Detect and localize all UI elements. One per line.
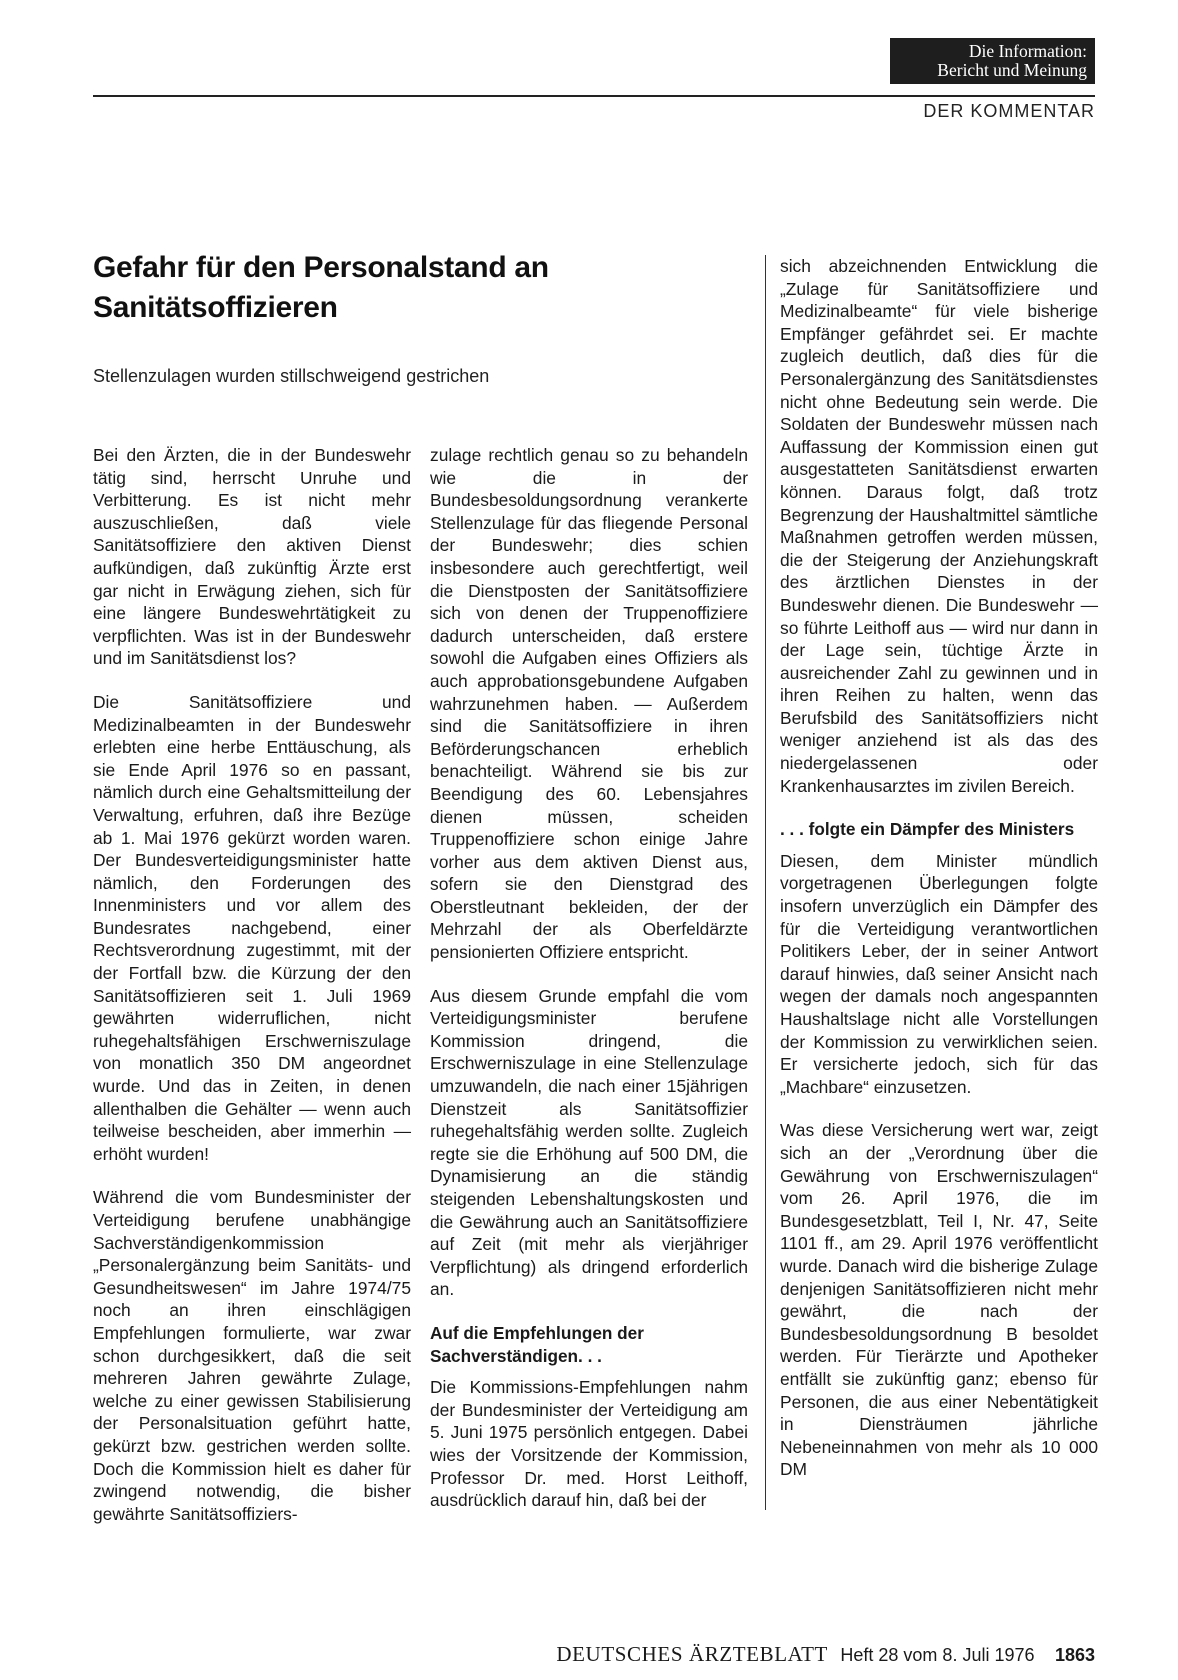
rubric-line-1: Die Information: [968,41,1087,61]
journal-name: DEUTSCHES ÄRZTEBLATT [556,1642,828,1666]
paragraph: Diesen, dem Minister mündlich vorgetragenen Überlegungen folgte insofern unverzüglich ein Dämpfer des für die Verteidigung verantwortlichen Politikers Leber, der in seiner Antwort darauf hinwies, daß seiner Ansicht nach wegen der damals noch angespannten Haushaltslage nicht alle Vorstellungen der Kommission zu verwirklichen seien. Er versicherte jedoch, sich für das „Machbare“ einzusetzen. [780,850,1098,1097]
paragraph: Was diese Versicherung wert war, zeigt sich an der „Verordnung über die Gewährung von Erschwerniszulagen“ vom 26. April 1976, die im Bundesgesetzblatt, Teil I, Nr. 47, Seite 1101 ff., am 29. April 1976 veröffentlicht wurde. Danach wird die bisherige Zulage denjenigen Sanitätsoffizieren nicht mehr gewährt, die nach der Bundesbesoldungsordnung B besoldet werden. Für Tierärzte und Apotheker entfällt sie zukünftig ganz; ebenso für Personen, die aus einer Nebentätigkeit in Diensträumen jährliche Nebeneinnahmen von mehr als 10 000 DM [780,1120,1098,1480]
article-title: Gefahr für den Personalstand an Sanitätsoffizieren [93,251,549,324]
paragraph: Bei den Ärzten, die in der Bundeswehr tätig sind, herrscht Unruhe und Verbitterung. Es ist nicht mehr auszuschließen, daß viele Sanitätsoffiziere den aktiven Dienst aufkündigen, daß zukünftig Ärzte erst gar nicht in Erwägung ziehen, sich für eine längere Bundeswehrtätigkeit zu verpflichten. Was ist in der Bundeswehr und im Sanitätsdienst los? [93,445,411,669]
column-1 [93,444,411,1546]
paragraph: Aus diesem Grunde empfahl die vom Verteidigungsminister berufene Kommission dringend, die Erschwerniszulage in eine Stellenzulage umzuwandeln, die nach einer 15jährigen Dienstzeit als Sanitätsoffizier ruhegehaltsfähig werden sollte. Zugleich regte sie die Erhöhung auf 500 DM, die Dynamisierung an die ständig steigenden Lebenshaltungskosten und die Gewährung auch an Sanitätsoffiziere auf Zeit (mit mehr als vierjähriger Verpflichtung) als dringend erforderlich an. [430,985,748,1300]
paragraph: Die Kommissions-Empfehlungen nahm der Bundesminister der Verteidigung am 5. Juni 1975 persönlich entgegen. Dabei wies der Vorsitzende der Kommission, Professor Dr. med. Horst Leithoff, ausdrücklich darauf hin, daß bei der [430,1377,748,1511]
section-heading: Auf die Empfehlungen der Sachverständigen. . . [430,1322,644,1366]
column-divider [765,255,766,1510]
column-3 [780,255,1098,1502]
page-footer [556,1642,1095,1667]
issue-info: Heft 28 vom 8. Juli 1976 [840,1645,1035,1665]
paragraph: zulage rechtlich genau so zu behandeln wie die in der Bundesbesoldungsordnung verankerte Stellenzulage für das fliegende Personal der Bundeswehr; dies schien insbesondere auch gerechtfertigt, weil die Dienstposten der Sanitätsoffiziere sich von denen der Truppenoffiziere dadurch unterscheiden, daß erstere sowohl die Aufgaben eines Offiziers als auch approbationsgebundene Aufgaben wahrzunehmen haben. — Außerdem sind die Sanitätsoffiziere in ihren Beförderungschancen erheblich benachteiligt. Während sie bis zur Beendigung des 60. Lebensjahres dienen müssen, scheiden Truppenoffiziere schon einige Jahre vorher aus dem aktiven Dienst aus, sofern sie den Dienstgrad des Oberstleutnant bekleiden, der der Mehrzahl der als Oberfeldärzte pensionierten Offiziere entspricht. [430,445,748,963]
section-label: DER KOMMENTAR [923,101,1095,121]
rubric-line-2: Bericht und Meinung [937,60,1087,80]
paragraph: Die Sanitätsoffiziere und Medizinalbeamten in der Bundeswehr erlebten eine herbe Enttäuschung, als sie Ende April 1976 so en passant, nämlich durch eine Gehaltsmitteilung der Verwaltung, erfuhren, daß ihre Bezüge ab 1. Mai 1976 gekürzt worden waren. Der Bundesverteidigungsminister hatte nämlich, den Forderungen des Innenministers und vor allem des Bundesrates nachgebend, einer Rechtsverordnung zugestimmt, mit der der Fortfall bzw. die Kürzung der den Sanitätsoffizieren seit 1. Juli 1969 gewährten widerruflichen, nicht ruhegehaltsfähigen Erschwerniszulage von monatlich 350 DM angeordnet wurde. Und das in Zeiten, in denen allenthalben die Gehälter — wenn auch teilweise bescheiden, aber immerhin — erhöht wurden! [93,691,411,1164]
paragraph: Während die vom Bundesminister der Verteidigung berufene unabhängige Sachverständigenkommission „Personalergänzung beim Sanitäts- und Gesundheitswesen“ im Jahre 1974/75 noch an ihren einschlägigen Empfehlungen formulierte, war zwar schon durchgesikkert, daß die seit mehreren Jahren gewährte Zulage, welche zu einer gewissen Stabilisierung der Personalsituation geführt hatte, gekürzt bzw. gestrichen werden sollte. Doch die Kommission hielt es daher für zwingend notwendig, die bisher gewährte Sanitätsoffiziers- [93,1187,411,1524]
page-number: 1863 [1054,1645,1095,1665]
article-subtitle: Stellenzulagen wurden stillschweigend gestrichen [93,366,490,386]
section-heading: . . . folgte ein Dämpfer des Ministers [780,819,1075,840]
paragraph: sich abzeichnenden Entwicklung die „Zulage für Sanitätsoffiziere und Medizinalbeamte“ für viele bisherige Empfänger gefährdet sei. Er machte zugleich deutlich, daß dies für die Personalergänzung des Sanitätsdienstes nicht ohne Bedeutung sein werde. Die Soldaten der Bundeswehr müssen nach Auffassung der Kommission einen gut ausgestatteten Sanitätsdienst erwarten können. Daraus folgt, daß trotz Begrenzung der Haushaltmittel sämtliche Maßnahmen getroffen werden müssen, die der Steigerung der Anziehungskraft des ärztlichen Dienstes in der Bundeswehr dienen. Die Bundeswehr — so führte Leithoff aus — wird nur dann in der Lage sein, tüchtige Ärzte in ausreichender Zahl zu gewinnen und in ihren Reihen zu halten, wenn das Berufsbild des Sanitätsoffiziers nicht weniger anziehend ist als das des niedergelassenen oder Krankenhausarztes im zivilen Bereich. [780,256,1098,796]
column-2 [430,444,748,1533]
header-rule [93,95,1095,97]
rubric-box [890,38,1095,84]
